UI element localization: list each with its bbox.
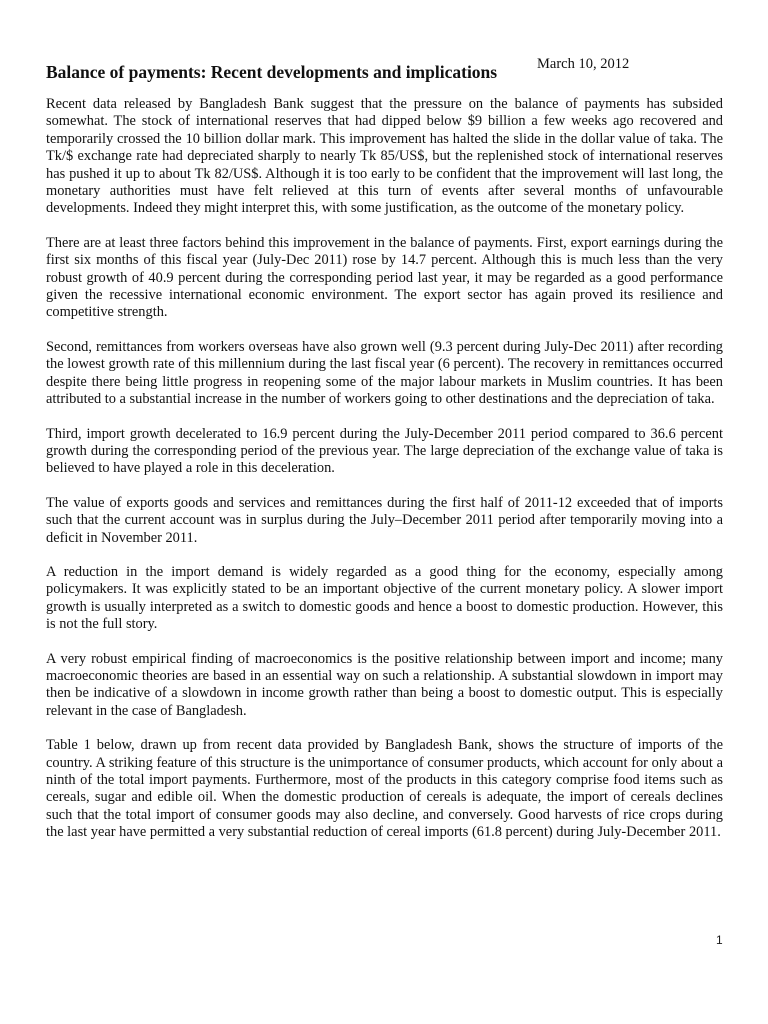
paragraph-8: Table 1 below, drawn up from recent data provided by Bangladesh Bank, shows the structure of imports of the country. A striking feature of this structure is the unimportance of consumer products, which account for only about a ninth of the total import payments. Furthermore, most of the products in this category comprise food items such as cereals, sugar and edible oil. When the domestic production of cereals is adequate, the import of cereals declines such that the total import of consumer goods may also decline, and conversely. Good harvests of rice crops during the last year have permitted a very substantial reduction of cereal imports (61.8 percent) during July-December 2011.	[46, 737, 723, 841]
page-number: 1	[716, 933, 723, 947]
paragraph-1: Recent data released by Bangladesh Bank suggest that the pressure on the balance of payments has subsided somewhat. The stock of international reserves that had dipped below $9 billion a few weeks ago recovered and temporarily crossed the 10 billion dollar mark. This improvement has halted the slide in the dollar value of taka. The Tk/$ exchange rate had depreciated sharply to nearly Tk 85/US$, but the replenished stock of international reserves has pushed it up to about Tk 82/US$. Although it is too early to be confident that the improvement will last long, the monetary authorities must have felt relieved at this turn of events after several months of unfavourable developments. Indeed they might interpret this, with some justification, as the outcome of the monetary policy.	[46, 96, 723, 217]
paragraph-4: Third, import growth decelerated to 16.9 percent during the July-December 2011 period compared to 36.6 percent growth during the corresponding period of the previous year. The large depreciation of the exchange value of taka is believed to have played a role in this deceleration.	[46, 425, 723, 477]
title-row	[46, 56, 723, 86]
document-title: Balance of payments: Recent developments and implications	[46, 62, 498, 82]
paragraph-5: The value of exports goods and services and remittances during the first half of 2011-12 exceeded that of imports such that the current account was in surplus during the July–December 2011 period after temporarily moving into a deficit in November 2011.	[46, 494, 723, 546]
paragraph-3: Second, remittances from workers overseas have also grown well (9.3 percent during July-Dec 2011) after recording the lowest growth rate of this millennium during the last fiscal year (6 percent). The recovery in remittances occurred despite there being little progress in reopening some of the major labour markets in Muslim countries. It has been attributed to a substantial increase in the number of workers going to other destinations and the depreciation of taka.	[46, 338, 723, 408]
paragraph-6: A reduction in the import demand is widely regarded as a good thing for the economy, especially among policymakers. It was explicitly stated to be an important objective of the current monetary policy. A slower import growth is usually interpreted as a switch to domestic goods and hence a boost to domestic production. However, this is not the full story.	[46, 563, 723, 633]
document-page	[46, 56, 723, 859]
document-date: March 10, 2012	[537, 56, 630, 72]
paragraph-2: There are at least three factors behind this improvement in the balance of payments. First, export earnings during the first six months of this fiscal year (July-Dec 2011) rose by 14.7 percent. Although this is much less than the very robust growth of 40.9 percent during the corresponding period last year, it may be regarded as a good performance given the recessive international economic environment. The export sector has again proved its resilience and competitive strength.	[46, 234, 723, 321]
paragraph-7: A very robust empirical finding of macroeconomics is the positive relationship between import and income; many macroeconomic theories are based in an essential way on such a relationship. A substantial slowdown in import may then be indicative of a slowdown in income growth rather than being a boost to domestic output. This is especially relevant in the case of Bangladesh.	[46, 650, 723, 719]
